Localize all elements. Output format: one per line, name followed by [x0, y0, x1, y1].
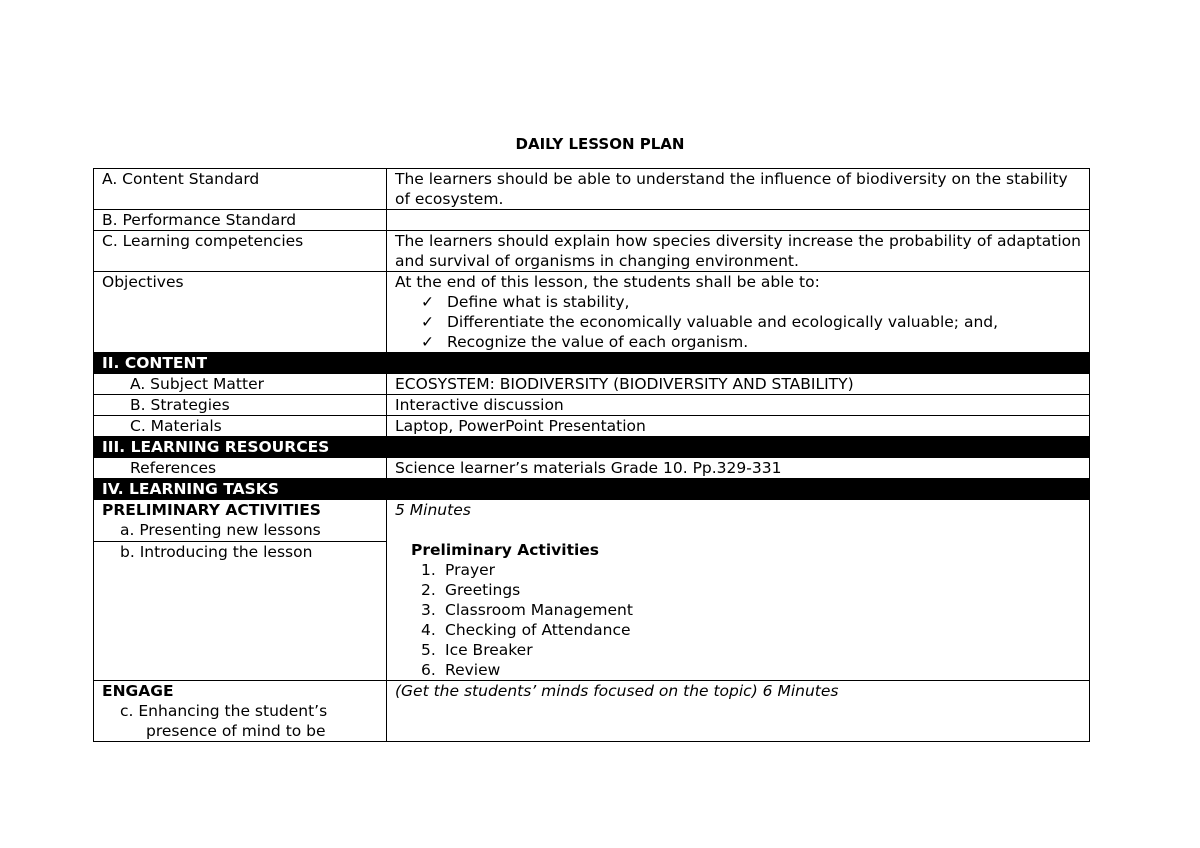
objective-item: ✓ Define what is stability, [421, 293, 630, 311]
row-value [387, 210, 1090, 231]
engage-item-c: c. Enhancing the student’s [120, 702, 328, 720]
row-value: The learners should explain how species diversity increase the probability of adaptation and survival of organisms in changing environment. [387, 231, 1090, 272]
introducing-cell [94, 542, 387, 681]
objectives-intro: At the end of this lesson, the students shall be able to: [395, 273, 820, 291]
row-label: A. Content Standard [94, 169, 387, 210]
objectives-cell [387, 272, 1090, 353]
preliminary-cell [94, 500, 387, 542]
preliminary-item-b: b. Introducing the lesson [120, 543, 313, 561]
list-item: 1. Prayer [421, 561, 496, 579]
table-row [94, 374, 1090, 395]
preliminary-label: PRELIMINARY ACTIVITIES [102, 501, 321, 519]
checkmark-icon: ✓ [421, 333, 434, 351]
engage-label: ENGAGE [102, 682, 174, 700]
engage-note: (Get the students’ minds focused on the topic) 6 Minutes [387, 681, 1090, 742]
page-title: DAILY LESSON PLAN [515, 135, 685, 153]
objective-item: ✓ Differentiate the economically valuable and ecologically valuable; and, [421, 313, 999, 331]
list-item: 2. Greetings [421, 581, 521, 599]
table-row [94, 169, 1090, 210]
table-row [94, 395, 1090, 416]
table-row [94, 272, 1090, 353]
table-row [94, 210, 1090, 231]
objective-item: ✓ Recognize the value of each organism. [421, 333, 749, 351]
preliminary-list-heading: Preliminary Activities [411, 541, 600, 559]
section-header [94, 353, 1090, 374]
row-label: B. Performance Standard [94, 210, 387, 231]
section-heading: II. CONTENT [94, 353, 1090, 374]
row-value: ECOSYSTEM: BIODIVERSITY (BIODIVERSITY AND STABILITY) [387, 374, 1090, 395]
section-heading: IV. LEARNING TASKS [94, 479, 1090, 500]
section-header [94, 479, 1090, 500]
row-value: Laptop, PowerPoint Presentation [387, 416, 1090, 437]
row-label: A. Subject Matter [130, 375, 264, 393]
time-label: 5 Minutes [395, 501, 471, 519]
preliminary-detail-cell [387, 500, 1090, 681]
checkmark-icon: ✓ [421, 293, 434, 311]
row-label: References [130, 459, 217, 477]
table-row [94, 416, 1090, 437]
row-label: C. Learning competencies [94, 231, 387, 272]
lesson-plan-table [93, 168, 1090, 742]
engage-item-c-cont: presence of mind to be [146, 722, 326, 740]
table-row [94, 231, 1090, 272]
section-heading: III. LEARNING RESOURCES [94, 437, 1090, 458]
table-row [94, 458, 1090, 479]
row-label: B. Strategies [130, 396, 230, 414]
row-label: Objectives [94, 272, 387, 353]
table-row [94, 681, 1090, 742]
section-header [94, 437, 1090, 458]
row-value: Interactive discussion [387, 395, 1090, 416]
row-label: C. Materials [130, 417, 222, 435]
list-item: 5. Ice Breaker [421, 641, 533, 659]
engage-cell [94, 681, 387, 742]
table-row [94, 500, 1090, 542]
list-item: 6. Review [421, 661, 501, 679]
row-value: Science learner’s materials Grade 10. Pp.329-331 [387, 458, 1090, 479]
checkmark-icon: ✓ [421, 313, 434, 331]
list-item: 4. Checking of Attendance [421, 621, 631, 639]
row-value: The learners should be able to understand the influence of biodiversity on the stability of ecosystem. [387, 169, 1090, 210]
list-item: 3. Classroom Management [421, 601, 633, 619]
preliminary-item-a: a. Presenting new lessons [120, 521, 321, 539]
